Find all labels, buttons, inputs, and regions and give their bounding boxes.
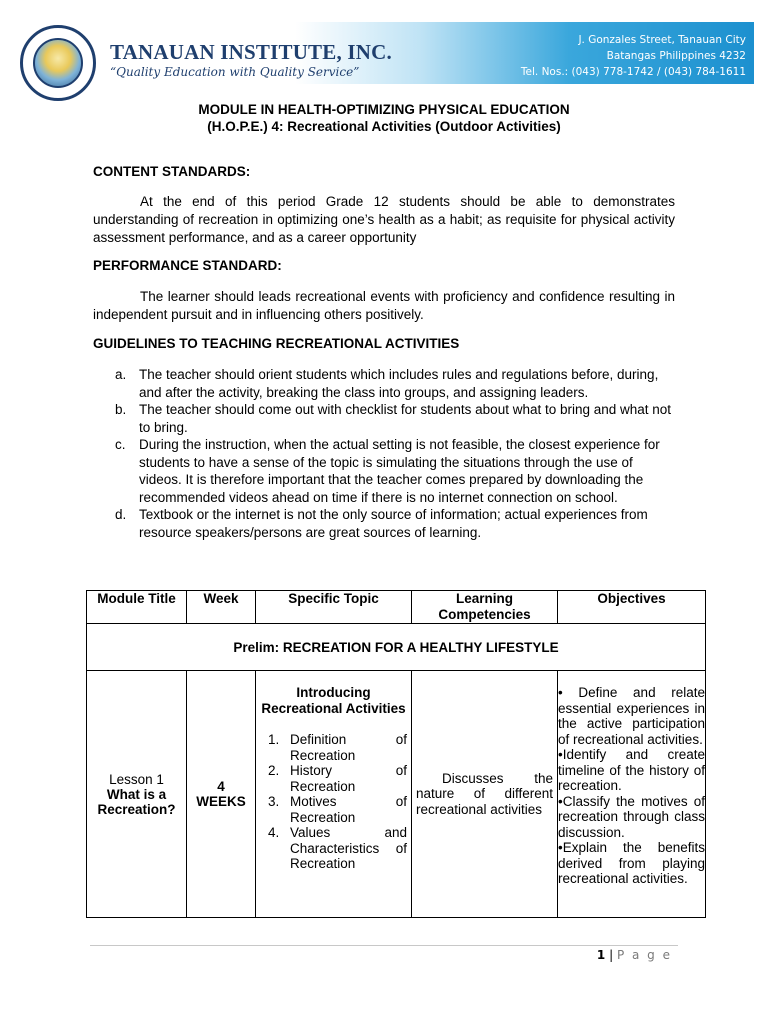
list-item: 4. Values and Characteristics of Recreation <box>268 825 407 871</box>
school-motto: “Quality Education with Quality Service” <box>110 65 360 79</box>
table-header-row <box>87 591 706 624</box>
guidelines-list <box>115 366 677 541</box>
column-header: Week <box>187 591 256 624</box>
lesson-number: Lesson 1 <box>109 771 164 787</box>
performance-standard-text: The learner should leads recreational events with proficiency and confidence resulting in independent pursuit and in influencing others positively. <box>93 289 675 322</box>
list-item: 1. Definition of Recreation <box>268 732 407 763</box>
address-line: Tel. Nos.: (043) 778-1742 / (043) 784-1611 <box>520 66 746 78</box>
list-item: a. The teacher should orient students which includes rules and regulations before, during, and after the activity, breaking the class into groups, and assigning leaders. <box>115 367 659 400</box>
footer-separator: | <box>609 948 614 962</box>
lesson-title: What is a Recreation? <box>97 786 176 817</box>
objective-item: • Define and relate essential experiences in the active participation of recreational activities. <box>558 685 705 747</box>
guidelines-heading: GUIDELINES TO TEACHING RECREATIONAL ACTIVITIES <box>93 336 460 351</box>
table-row <box>87 671 706 918</box>
week-cell: 4 WEEKS <box>187 671 256 918</box>
page-number: 1 <box>596 948 606 962</box>
address-line: Batangas Philippines 4232 <box>606 50 746 62</box>
content-standards-heading: CONTENT STANDARDS: <box>93 164 251 179</box>
school-address <box>521 32 746 80</box>
page-label: P a g e <box>616 948 672 962</box>
module-table <box>86 590 706 918</box>
column-header: Learning Competencies <box>412 591 558 624</box>
page-footer <box>597 948 672 962</box>
objective-item: •Identify and create timeline of the history of recreation. <box>558 747 705 793</box>
footer-divider <box>90 945 678 946</box>
module-title-line1: MODULE IN HEALTH-OPTIMIZING PHYSICAL EDUCATION <box>198 102 570 117</box>
objectives-cell <box>558 671 706 918</box>
objective-item: •Classify the motives of recreation through class discussion. <box>558 793 705 840</box>
learning-competency-cell: Discusses the nature of different recreational activities <box>412 671 558 918</box>
list-item: c. During the instruction, when the actual setting is not feasible, the closest experience for students to have a sense of the topic is simulating the situations through the use of videos. It is therefore important that the teacher comes prepared by downloading the recommended videos ahead on time if there is no internet connection on school. <box>115 437 660 505</box>
address-line: J. Gonzales Street, Tanauan City <box>578 34 746 46</box>
performance-standard-heading: PERFORMANCE STANDARD: <box>93 258 282 273</box>
school-name: TANAUAN INSTITUTE, INC. <box>110 40 392 64</box>
column-header: Specific Topic <box>256 591 412 624</box>
topic-list <box>260 732 407 872</box>
list-item: d. Textbook or the internet is not the only source of information; actual experiences from resource speakers/persons are great sources of learning. <box>115 507 648 540</box>
list-item: b. The teacher should come out with checklist for students about what to bring and what not to bring. <box>115 402 672 435</box>
school-seal-logo-icon <box>20 25 96 101</box>
module-title-line2: (H.O.P.E.) 4: Recreational Activities (Outdoor Activities) <box>207 119 561 134</box>
column-header: Objectives <box>558 591 706 624</box>
module-title-cell <box>87 671 187 918</box>
list-item: 3. Motives of Recreation <box>268 794 407 825</box>
specific-topic-cell <box>256 671 412 918</box>
content-standards-text: At the end of this period Grade 12 students should be able to demonstrates understanding of recreation in optimizing one’s health as a habit; as requisite for physical activity assessment performance, and as a career opportunity <box>93 194 675 245</box>
column-header: Module Title <box>87 591 187 624</box>
table-row <box>87 624 706 671</box>
objective-item: •Explain the benefits derived from playing recreational activities. <box>558 840 705 886</box>
list-item: 2. History of Recreation <box>268 763 407 794</box>
prelim-section-title: Prelim: RECREATION FOR A HEALTHY LIFESTYLE <box>87 624 706 671</box>
topic-title: Introducing Recreational Activities <box>261 685 406 716</box>
